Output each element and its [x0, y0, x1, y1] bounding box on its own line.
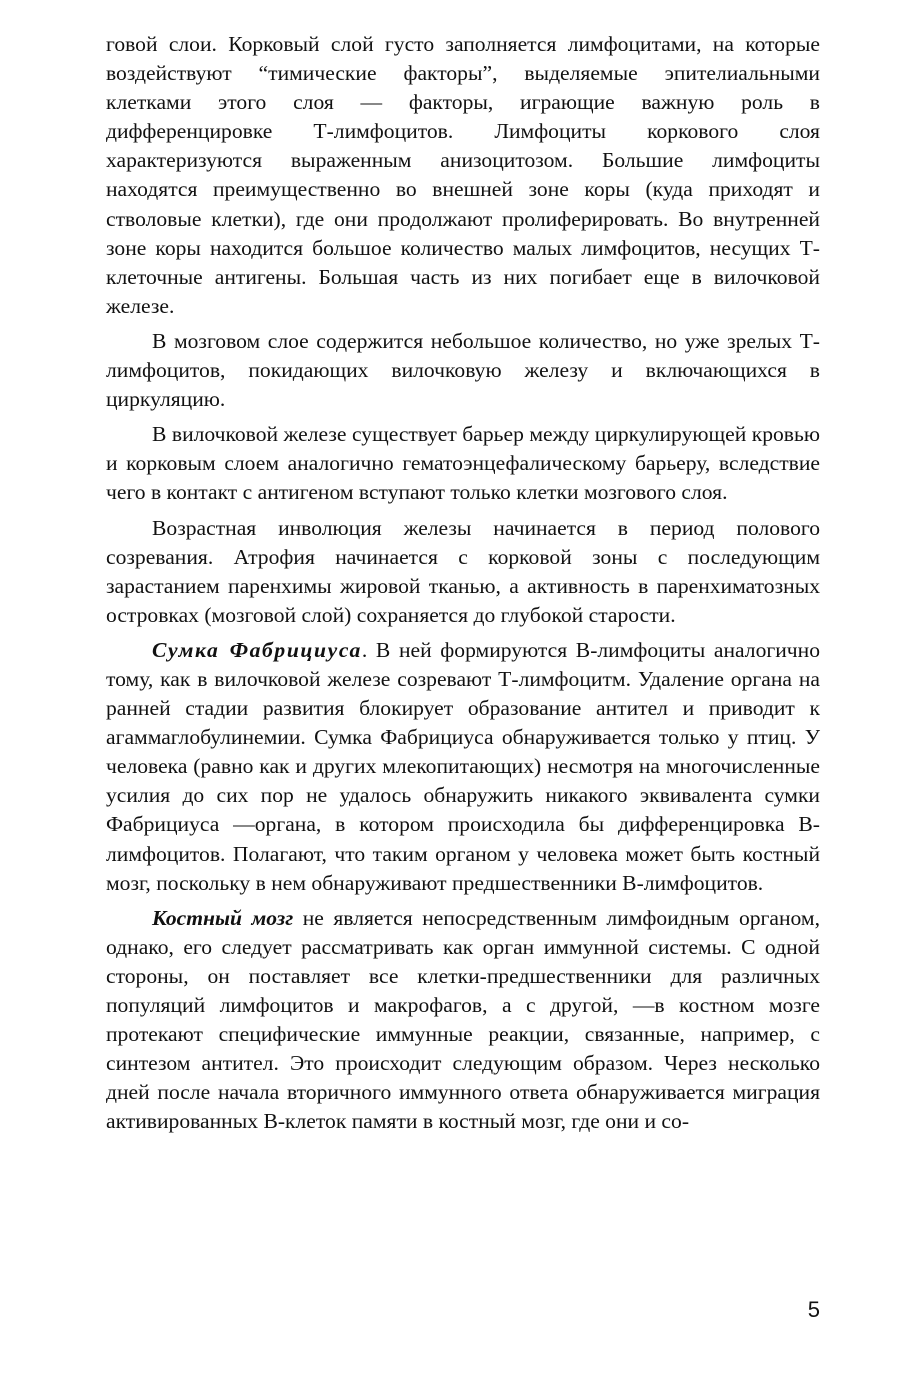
paragraph-thymus-cortex — [106, 30, 820, 321]
paragraph-text: не является непосредственным лимфоидным органом, однако, его следует рассматривать как орган иммунной системы. С одной стороны, он поставляет все клетки-предшественники для различных популяций лимфоцитов и макрофагов, а с другой, —в костном мозге протекают специфические иммунные реакции, связанные, например, с синтезом антител. Это происходит следующим образом. Через несколько дней после начала вторичного иммунного ответа обнаруживается миграция активированных В-клеток памяти в костный мозг, где они и со- — [106, 905, 820, 1134]
paragraph-lead-term: Сумка Фабрициуса — [152, 637, 362, 662]
paragraph-bursa-fabricius — [106, 636, 820, 898]
paragraph-thymus-involution — [106, 514, 820, 630]
paragraph-text: В вилочковой железе существует барьер между циркулирующей кровью и корковым слоем аналогично гематоэнцефалическому барьеру, вследствие чего в контакт с антигеном вступают только клетки мозгового слоя. — [106, 422, 820, 505]
page-body — [106, 30, 820, 1142]
paragraph-lead-term: Костный мозг — [152, 905, 294, 930]
paragraph-text: . В ней формируются В-лимфоциты аналогично тому, как в вилочковой железе созревают Т-лимфоцитм. Удаление органа на ранней стадии развития блокирует образование антител и приводит к агаммаглобулинемии. Сумка Фабрициуса обнаруживается только у птиц. У человека (равно как и других млекопитающих) несмотря на многочисленные усилия до сих пор не удалось обнаружить никакого эквивалента сумки Фабрициуса —органа, в котором происходила бы дифференцировка В-лимфоцитов. Полагают, что таким органом у человека может быть костный мозг, поскольку в нем обнаруживают предшественники В-лимфоцитов. — [106, 637, 820, 895]
paragraph-text: говой слои. Корковый слой густо заполняется лимфоцитами, на которые воздействуют “тимические факторы”, выделяемые эпителиальными клетками этого слоя — факторы, играющие важную роль в дифференцировке Т-лимфоцитов. Лимфоциты коркового слоя характеризуются выраженным анизоцитозом. Большие лимфоциты находятся преимущественно во внешней зоне коры (куда приходят и стволовые клетки), где они продолжают пролиферировать. Во внутренней зоне коры находится большое количество малых лимфоцитов, несущих Т-клеточные антигены. Большая часть из них погибает еще в вилочковой железе. — [106, 32, 820, 318]
paragraph-bone-marrow — [106, 904, 820, 1137]
paragraph-thymus-barrier — [106, 420, 820, 507]
paragraph-text: Возрастная инволюция железы начинается в период полового созревания. Атрофия начинается с корковой зоны с последующим зарастанием паренхимы жировой тканью, а активность в паренхиматозных островках (мозговой слой) сохраняется до глубокой старости. — [106, 515, 820, 627]
paragraph-thymus-medulla — [106, 327, 820, 414]
paragraph-text: В мозговом слое содержится небольшое количество, но уже зрелых Т-лимфоцитов, покидающих вилочковую железу и включающихся в циркуляцию. — [106, 328, 820, 412]
page-number: 5 — [807, 1297, 820, 1322]
